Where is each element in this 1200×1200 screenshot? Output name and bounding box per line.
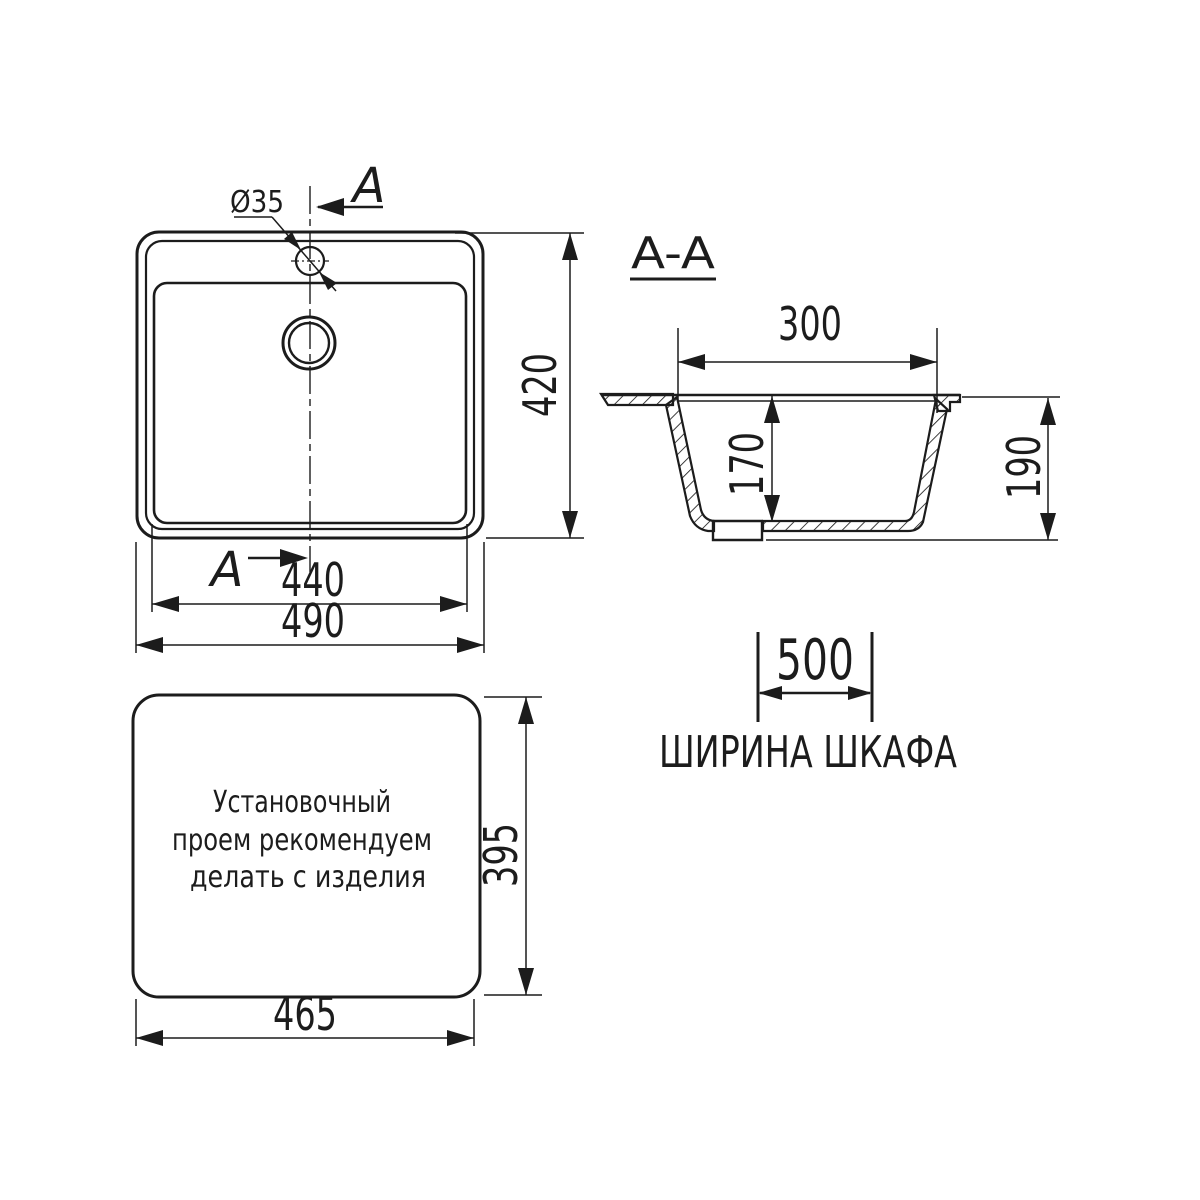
dim-arrow: [1040, 513, 1056, 540]
dim-arrow: [562, 511, 578, 538]
bowl-wall-right-and-bottom: [763, 399, 947, 531]
dim-arrow: [136, 637, 163, 653]
section-title: A-A: [631, 228, 715, 279]
dim-arrow: [1040, 398, 1056, 425]
drain-hole-inner: [289, 323, 329, 363]
cutout-note-line-1: Установочный: [213, 785, 391, 820]
cabinet-width-caption: ШИРИНА ШКАФА: [659, 727, 957, 778]
cutout-note-line-3: делать с изделия: [190, 860, 426, 895]
cabinet-width-note: [659, 628, 957, 778]
dim-arrow: [678, 354, 705, 370]
dim-arrow: [562, 233, 578, 260]
dim-cutout-width-label: 465: [273, 987, 337, 1041]
section-arrow-top-head: [316, 198, 344, 216]
drain-hole-outer: [283, 317, 335, 369]
dim-bowl-depth-label: 170: [720, 408, 774, 496]
plan-view: [136, 158, 584, 653]
section-letter-bottom: A: [210, 542, 244, 598]
dim-overall-depth-label: 190: [997, 411, 1051, 499]
bowl-wall-left: [666, 397, 714, 531]
hole-diameter-label: Ø35: [230, 185, 284, 220]
dim-arrow: [764, 396, 780, 423]
dim-arrow: [457, 637, 484, 653]
dim-overall-width-label: 490: [281, 594, 345, 648]
dim-arrow: [447, 1030, 474, 1046]
leader-arrow: [319, 272, 337, 290]
dim-bowl-width-label: 440: [281, 553, 345, 607]
dim-arrow: [152, 596, 179, 612]
dim-cabinet-width-label: 500: [776, 628, 854, 693]
section-letter-top: A: [352, 158, 386, 214]
dim-depth-label: 420: [513, 329, 567, 417]
drain-spout: [713, 521, 762, 540]
dim-arrow: [518, 697, 534, 724]
dim-arrow: [910, 354, 937, 370]
dim-arrow: [440, 596, 467, 612]
dim-arrow: [518, 968, 534, 995]
section-view: [601, 228, 1060, 540]
cutout-note-line-2: проем рекомендуем: [172, 823, 432, 858]
dim-arrow: [136, 1030, 163, 1046]
dim-cutout-height-label: 395: [474, 799, 528, 887]
dim-arrow: [764, 495, 780, 522]
cutout-view: [133, 695, 542, 1046]
dim-opening-width-label: 300: [778, 297, 842, 351]
rim-step-right: [934, 395, 960, 411]
